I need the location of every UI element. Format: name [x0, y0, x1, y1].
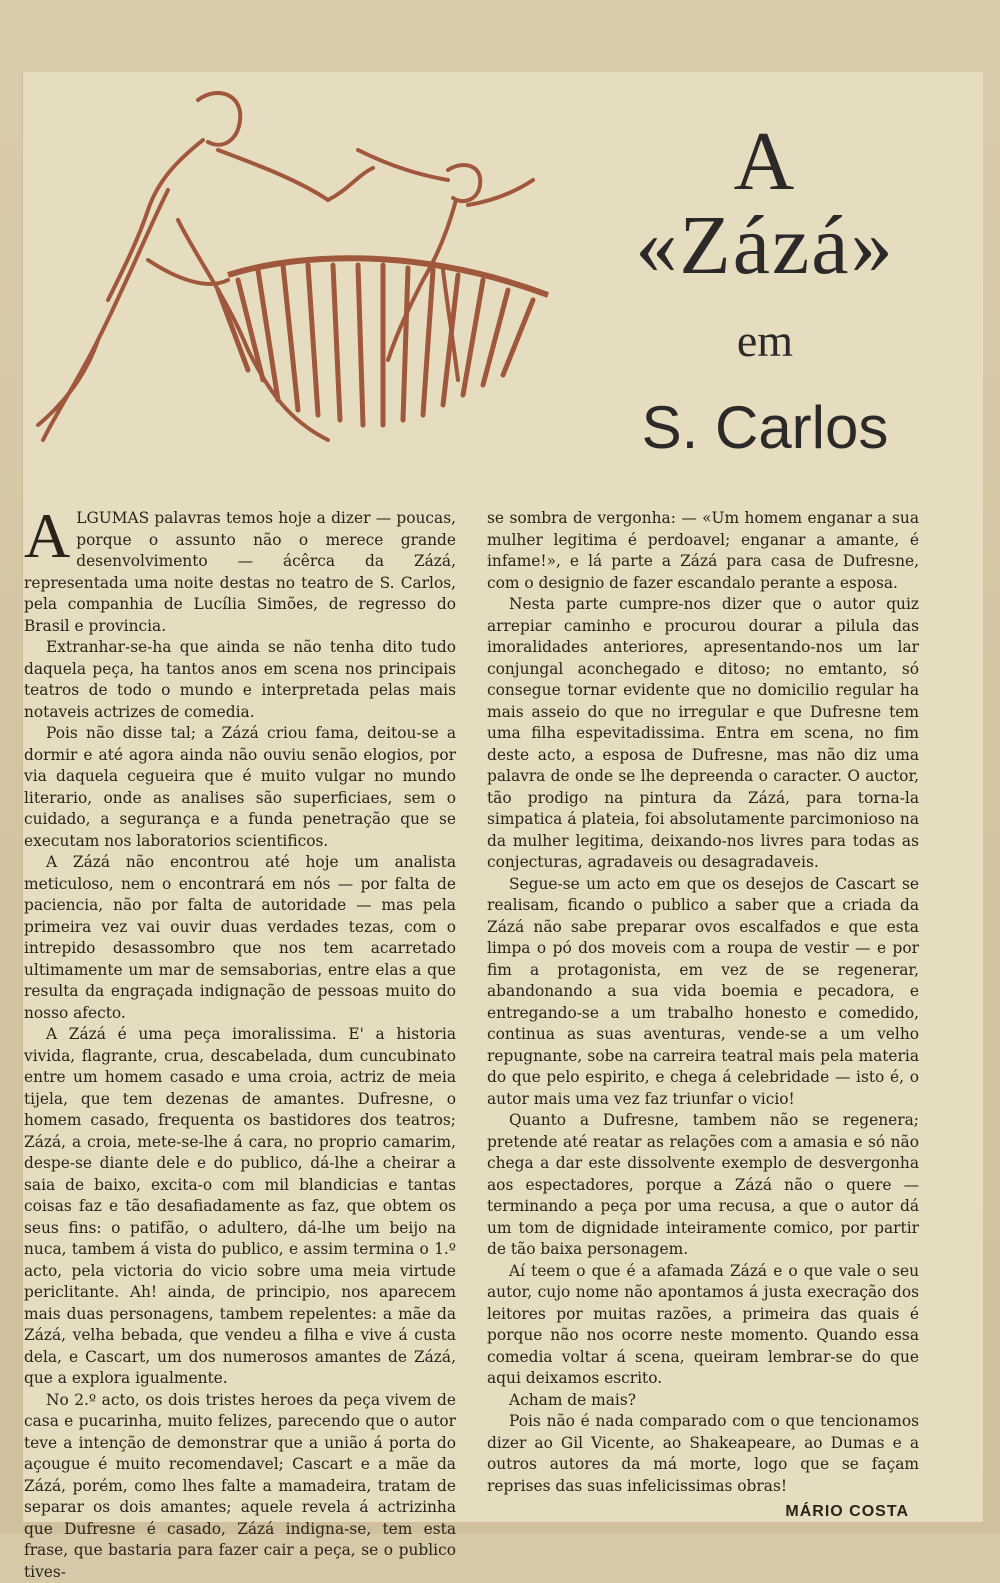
paragraph: Aí teem o que é a afamada Zázá e o que vale o seu autor, cujo nome não apontamos á justa execração dos leitores por muitas razões, a primeira das quais é porque não nos ocorre neste momento. Quando essa comedia voltar á scena, queiram lembrar-se do que aqui deixamos escrito.: [487, 1261, 919, 1390]
paragraph: ALGUMAS palavras temos hoje a dizer — poucas, porque o assunto não o merece grande desenvolvimento — ácêrca da Zázá, representada uma noite destas no teatro de S. Carlos, pela companhia de Lucília Simões, de regresso do Brasil e provincia.: [24, 508, 456, 637]
paragraph: A Zázá é uma peça imoralissima. E' a historia vivida, flagrante, crua, descabelada, dum cuncubinato entre um homem casado e uma croia, actriz de meia tijela, que tem dezenas de amantes. Dufresne, o homem casado, frequenta os bastidores dos teatros; Zázá, a croia, mete-se-lhe á cara, no proprio camarim, despe-se diante dele e do publico, dá-lhe a cheirar a saia de baixo, excita-o com mil blandicias e tantas coisas faz e tão desafiadamente as faz, que obtem os seus fins: o patifão, o adultero, dá-lhe um beijo na nuca, tambem á vista do publico, e assim termina o 1.º acto, pela victoria do vicio sobre uma meia virtude periclitante. Ah! ainda, de principio, nos aparecem mais duas personagens, tambem repelentes: a mãe da Zázá, velha bebada, que vendeu a filha e vive á custa dela, e Cascart, um dos numerosos amantes de Zázá, que a explora igualmente.: [24, 1024, 456, 1390]
paragraph: No 2.º acto, os dois tristes heroes da peça vivem de casa e pucarinha, muito felizes, parecendo que o autor teve a intenção de demonstrar que a união á porta do açougue é muito recomendavel; Cascart e a mãe da Zázá, porém, como lhes falte a mamadeira, tratam de separar os dois amantes; aquele revela á actrizinha que Dufresne é casado, Zázá indigna-se, tem esta frase, que bastaria para fazer cair a peça, se o publico tives-: [24, 1390, 456, 1583]
paragraph: se sombra de vergonha: — «Um homem enganar a sua mulher legitima é perdoavel; enganar a amante, é infame!», e lá parte a Zázá para casa de Dufresne, com o designio de fazer escandalo perante a esposa.: [487, 508, 919, 594]
paragraph: Pois não disse tal; a Zázá criou fama, deitou-se a dormir e até agora ainda não ouviu senão elogios, por via daquela cegueira que é muito vulgar no mundo literario, onde as analises são superficiaes, sem o cuidado, a segurança e a funda penetração que se executam nos laboratorios scientificos.: [24, 723, 456, 852]
dancers-illustration: [28, 80, 588, 490]
paragraph: Extranhar-se-ha que ainda se não tenha dito tudo daquela peça, ha tantos anos em scena nos principais teatros de todo o mundo e interpretada pelas mais notaveis actrizes de comedia.: [24, 637, 456, 723]
drop-cap: A: [24, 510, 70, 562]
paragraph: Segue-se um acto em que os desejos de Cascart se realisam, ficando o publico a saber que a criada da Zázá não sabe preparar ovos escalfados e que esta limpa o pó dos moveis com a roupa de vestir — e por fim a protagonista, em vez de se regenerar, abandonando a sua vida boemia e pecadora, e entregando-se a um trabalho honesto e comedido, continua as suas aventuras, vende-se a um velho repugnante, sobe na carreira teatral mais pela materia do que pelo espirito, e chega á celebridade — isto é, o autor mais uma vez faz triunfar o vicio!: [487, 874, 919, 1111]
paragraph: Pois não é nada comparado com o que tencionamos dizer ao Gil Vicente, ao Shakeapeare, ao Dumas e a outros autores da má morte, logo que se façam reprises das suas infelicissimas obras!: [487, 1411, 919, 1497]
title-main: A «Zázá»: [600, 120, 930, 288]
paragraph: Quanto a Dufresne, tambem não se regenera; pretende até reatar as relações com a amasia e só não chega a dar este dissolvente exemplo de desvergonha aos espectadores, porque a Zázá não o quere — terminando a peça por uma recusa, a que o autor dá um tom de dignidade inteiramente comico, por partir de tão baixa personagem.: [487, 1110, 919, 1261]
paragraph: Acham de mais?: [487, 1390, 919, 1412]
article-title: [600, 120, 930, 458]
title-em: em: [600, 318, 930, 364]
left-column: [24, 508, 456, 1583]
paragraph: A Zázá não encontrou até hoje um analista meticuloso, nem o encontrará em nós — por falta de paciencia, não por falta de autoridade — mas pela primeira vez vai ouvir duas verdades tezas, com o intrepido desassombro que nos tem acarretado ultimamente um mar de semsaborias, entre elas a que resulta da engraçada indignação de pessoas muito do nosso afecto.: [24, 852, 456, 1024]
title-place: S. Carlos: [600, 398, 930, 458]
author-signature: MÁRIO COSTA: [487, 1501, 919, 1523]
right-column: [487, 508, 919, 1523]
paragraph: Nesta parte cumpre-nos dizer que o autor quiz arrepiar caminho e procurou dourar a pilula das imoralidades anteriores, apresentando-nos um lar conjungal aconchegado e ditoso; no emtanto, só consegue tornar evidente que no domicilio regular ha mais asseio do que no irregular e que Dufresne tem uma filha espevitadissima. Entra em scena, no fim deste acto, a esposa de Dufresne, mas não diz uma palavra de onde se lhe depreenda o caracter. O auctor, tão prodigo na pintura da Zázá, para torna-la simpatica á plateia, foi absolutamente parcimonioso na da mulher legitima, deixando-nos livres para todas as conjecturas, agradaveis ou desagradaveis.: [487, 594, 919, 874]
